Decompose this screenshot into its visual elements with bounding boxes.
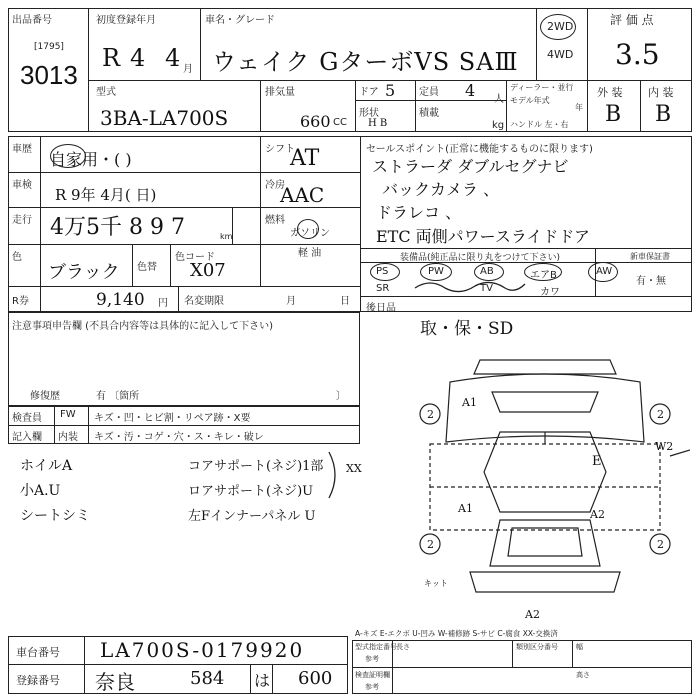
repair-label: 修復歴: [30, 391, 60, 402]
disp-label: 排気量: [265, 87, 295, 98]
mileage-label: 走行: [12, 215, 32, 226]
drive-4wd: 4WD: [547, 48, 574, 61]
height-label: 高さ: [576, 671, 590, 679]
color-code-value: X07: [190, 260, 226, 281]
fw-items: キズ・凹・ヒビ割・リペア跡・X要: [94, 413, 251, 424]
cert-label: 検査証明欄: [355, 671, 390, 679]
legend-text: A-キズ E-エクボ U-凹み W-補修跡 S-サビ C-腐食 XX-交換済: [355, 629, 558, 638]
handnote-right-1: コアサポート(ネジ)1部: [188, 459, 324, 474]
sales-line-3: ドラレコ 、: [376, 203, 462, 222]
capacity-unit: 人: [494, 94, 504, 105]
equip-scribble: [410, 276, 530, 296]
grade-label: 評 価 点: [610, 13, 654, 27]
reg-class: 584: [190, 668, 225, 689]
ac-value: AAC: [280, 183, 325, 207]
handle-label: ハンドル 左・右: [510, 120, 569, 129]
handnote-bracket: [325, 450, 345, 500]
new-car-value: 有・無: [636, 276, 666, 287]
fw-label: FW: [60, 409, 76, 420]
model-value: ウェイク GターボVS SAⅢ: [212, 48, 519, 76]
int-label: 内装: [58, 432, 78, 443]
attachments-value: 取・保・SD: [420, 319, 514, 339]
int-value: B: [655, 102, 672, 127]
mark-2-fl: 2: [427, 408, 434, 421]
equip-air-b: エアB: [530, 270, 557, 281]
equip-ps-circle: [370, 263, 400, 281]
ac-label: 冷房: [265, 180, 285, 191]
equip-ps: PS: [376, 266, 389, 277]
history-label: 車歴: [12, 144, 32, 155]
new-car-label: 新車保証書: [630, 252, 670, 261]
handnote-left-3: シートシミ: [20, 508, 90, 524]
load-unit: kg: [492, 120, 505, 131]
recycle-label: R券: [12, 296, 29, 307]
attachments-label: 後日品: [366, 303, 396, 314]
notes-label: 注意事項申告欄 (不具合内容等は具体的に記入して下さい): [12, 321, 273, 332]
handnote-left-1: ホイルA: [20, 458, 73, 474]
equip-leather: カワ: [540, 287, 560, 298]
equip-aw-circle: [588, 262, 618, 282]
inspection-value: R 9年 4月( 日): [55, 186, 157, 204]
load-label: 積載: [419, 108, 439, 119]
mark-2-rr: 2: [657, 538, 664, 551]
equip-ab: AB: [480, 266, 494, 277]
type-no-label: 類別区分番号: [516, 643, 558, 651]
color-code-label: 色コード: [175, 252, 215, 263]
recycle-value: 9,140: [96, 290, 145, 310]
fuel-gas: ガソリン: [290, 228, 330, 239]
name-change-label: 名変期限: [184, 296, 224, 307]
reg-month-num: 4: [165, 44, 181, 72]
chassis-value: LA700S-0179920: [100, 638, 305, 662]
door-label: ドア: [359, 87, 379, 98]
drive-2wd: 2WD: [547, 20, 574, 33]
history-value: 自家用・( ): [50, 150, 132, 169]
reg-num: 600: [298, 668, 333, 689]
kit-mark: キット: [424, 579, 448, 588]
shift-value: AT: [290, 146, 320, 171]
reg-label: 登録番号: [16, 674, 60, 687]
reg-year-label: 初度登録年月: [96, 15, 156, 26]
disp-value: 660: [300, 112, 331, 131]
fuel-circle: [297, 219, 319, 239]
dealer-label: ディーラー・並行: [510, 83, 574, 92]
door-value: 5: [385, 81, 396, 100]
mileage-unit: km: [220, 232, 233, 241]
fuel-label: 燃料: [265, 215, 285, 226]
form-ref: 参考: [365, 655, 379, 663]
reg-month-unit: 月: [183, 64, 193, 75]
reg-area: 奈良: [95, 670, 135, 694]
equip-pw: PW: [428, 266, 444, 277]
reg-year-num: 4: [130, 44, 146, 72]
capacity-label: 定員: [419, 87, 439, 98]
repair-close: 〕: [336, 391, 346, 402]
inspection-label: 車検: [12, 180, 32, 191]
reg-era: R: [102, 44, 121, 72]
color-value: ブラック: [48, 262, 120, 283]
mark-a1-top: A1: [462, 396, 477, 409]
type-label: 型式: [96, 87, 116, 98]
equip-aw: AW: [596, 266, 613, 277]
width-label: 幅: [576, 643, 583, 651]
ext-value: B: [605, 102, 622, 127]
handnote-right-3: 左Fインナーパネル U: [188, 509, 316, 524]
equip-tv: TV: [480, 283, 493, 294]
sales-label: セールスポイント(正常に機能するものに限ります): [366, 144, 593, 155]
disp-unit: CC: [333, 117, 347, 128]
lot-sub: [1795]: [34, 42, 64, 52]
mark-2-fr: 2: [657, 408, 664, 421]
name-change-day: 日: [340, 296, 350, 307]
chassis-label: 車台番号: [16, 646, 60, 659]
mileage-value: 4万5千 8 9 7: [50, 215, 185, 240]
fuel-diesel: 軽 油: [298, 248, 322, 259]
sales-line-2: バックカメラ 、: [382, 180, 500, 199]
sales-line-4: ETC 両側パワースライドドア: [376, 227, 590, 246]
type-value: 3BA-LA700S: [100, 106, 229, 130]
shape-label: 形状: [359, 108, 379, 119]
handnote-xx: XX: [346, 462, 362, 475]
name-change-month: 月: [286, 296, 296, 307]
grade-value: 3.5: [615, 38, 660, 71]
ext-label: 外 装: [597, 86, 623, 99]
mark-a2-bottom: A2: [525, 608, 540, 621]
length-label: 長さ: [396, 643, 410, 651]
inspector-label-1: 検査員: [12, 413, 42, 424]
handnote-right-2: ロアサポート(ネジ)U: [188, 484, 314, 499]
year-unit: 年: [575, 103, 583, 112]
handnote-left-2: 小A.U: [20, 483, 61, 499]
equip-sr: SR: [376, 283, 390, 294]
shift-label: シフト: [265, 144, 295, 155]
repair-value: 有 〔箇所: [96, 391, 140, 402]
form-label: 型式指定番号: [355, 643, 397, 651]
mark-w2: W2: [655, 440, 674, 453]
mark-a1-left: A1: [458, 502, 473, 515]
equip-label: 装備品(純正品に限り丸をつけて下さい): [400, 253, 561, 263]
history-circle: [50, 144, 86, 168]
color-change-label: 色替: [137, 262, 157, 273]
mark-2-rl: 2: [427, 538, 434, 551]
lot-label: 出品番号: [12, 15, 52, 26]
lot-number: 3013: [20, 60, 78, 90]
reg-kana: は: [254, 671, 271, 690]
sales-line-1: ストラーダ ダブルセグナビ: [372, 157, 569, 176]
model-label: 車名・グレード: [205, 15, 275, 26]
mark-e: E: [592, 454, 602, 469]
mark-a2-right: A2: [590, 508, 605, 521]
int-items: キズ・汚・コゲ・穴・ス・キレ・破レ: [94, 432, 264, 443]
color-label: 色: [12, 252, 22, 263]
car-diagram: [400, 352, 690, 608]
shape-value: H B: [368, 118, 388, 129]
cert-ref: 参考: [365, 683, 379, 691]
inspector-label-2: 記入欄: [12, 432, 42, 443]
recycle-unit: 円: [158, 298, 168, 309]
capacity-value: 4: [465, 81, 476, 100]
int-label: 内 装: [648, 86, 674, 99]
model-year-label: モデル年式: [510, 96, 550, 105]
